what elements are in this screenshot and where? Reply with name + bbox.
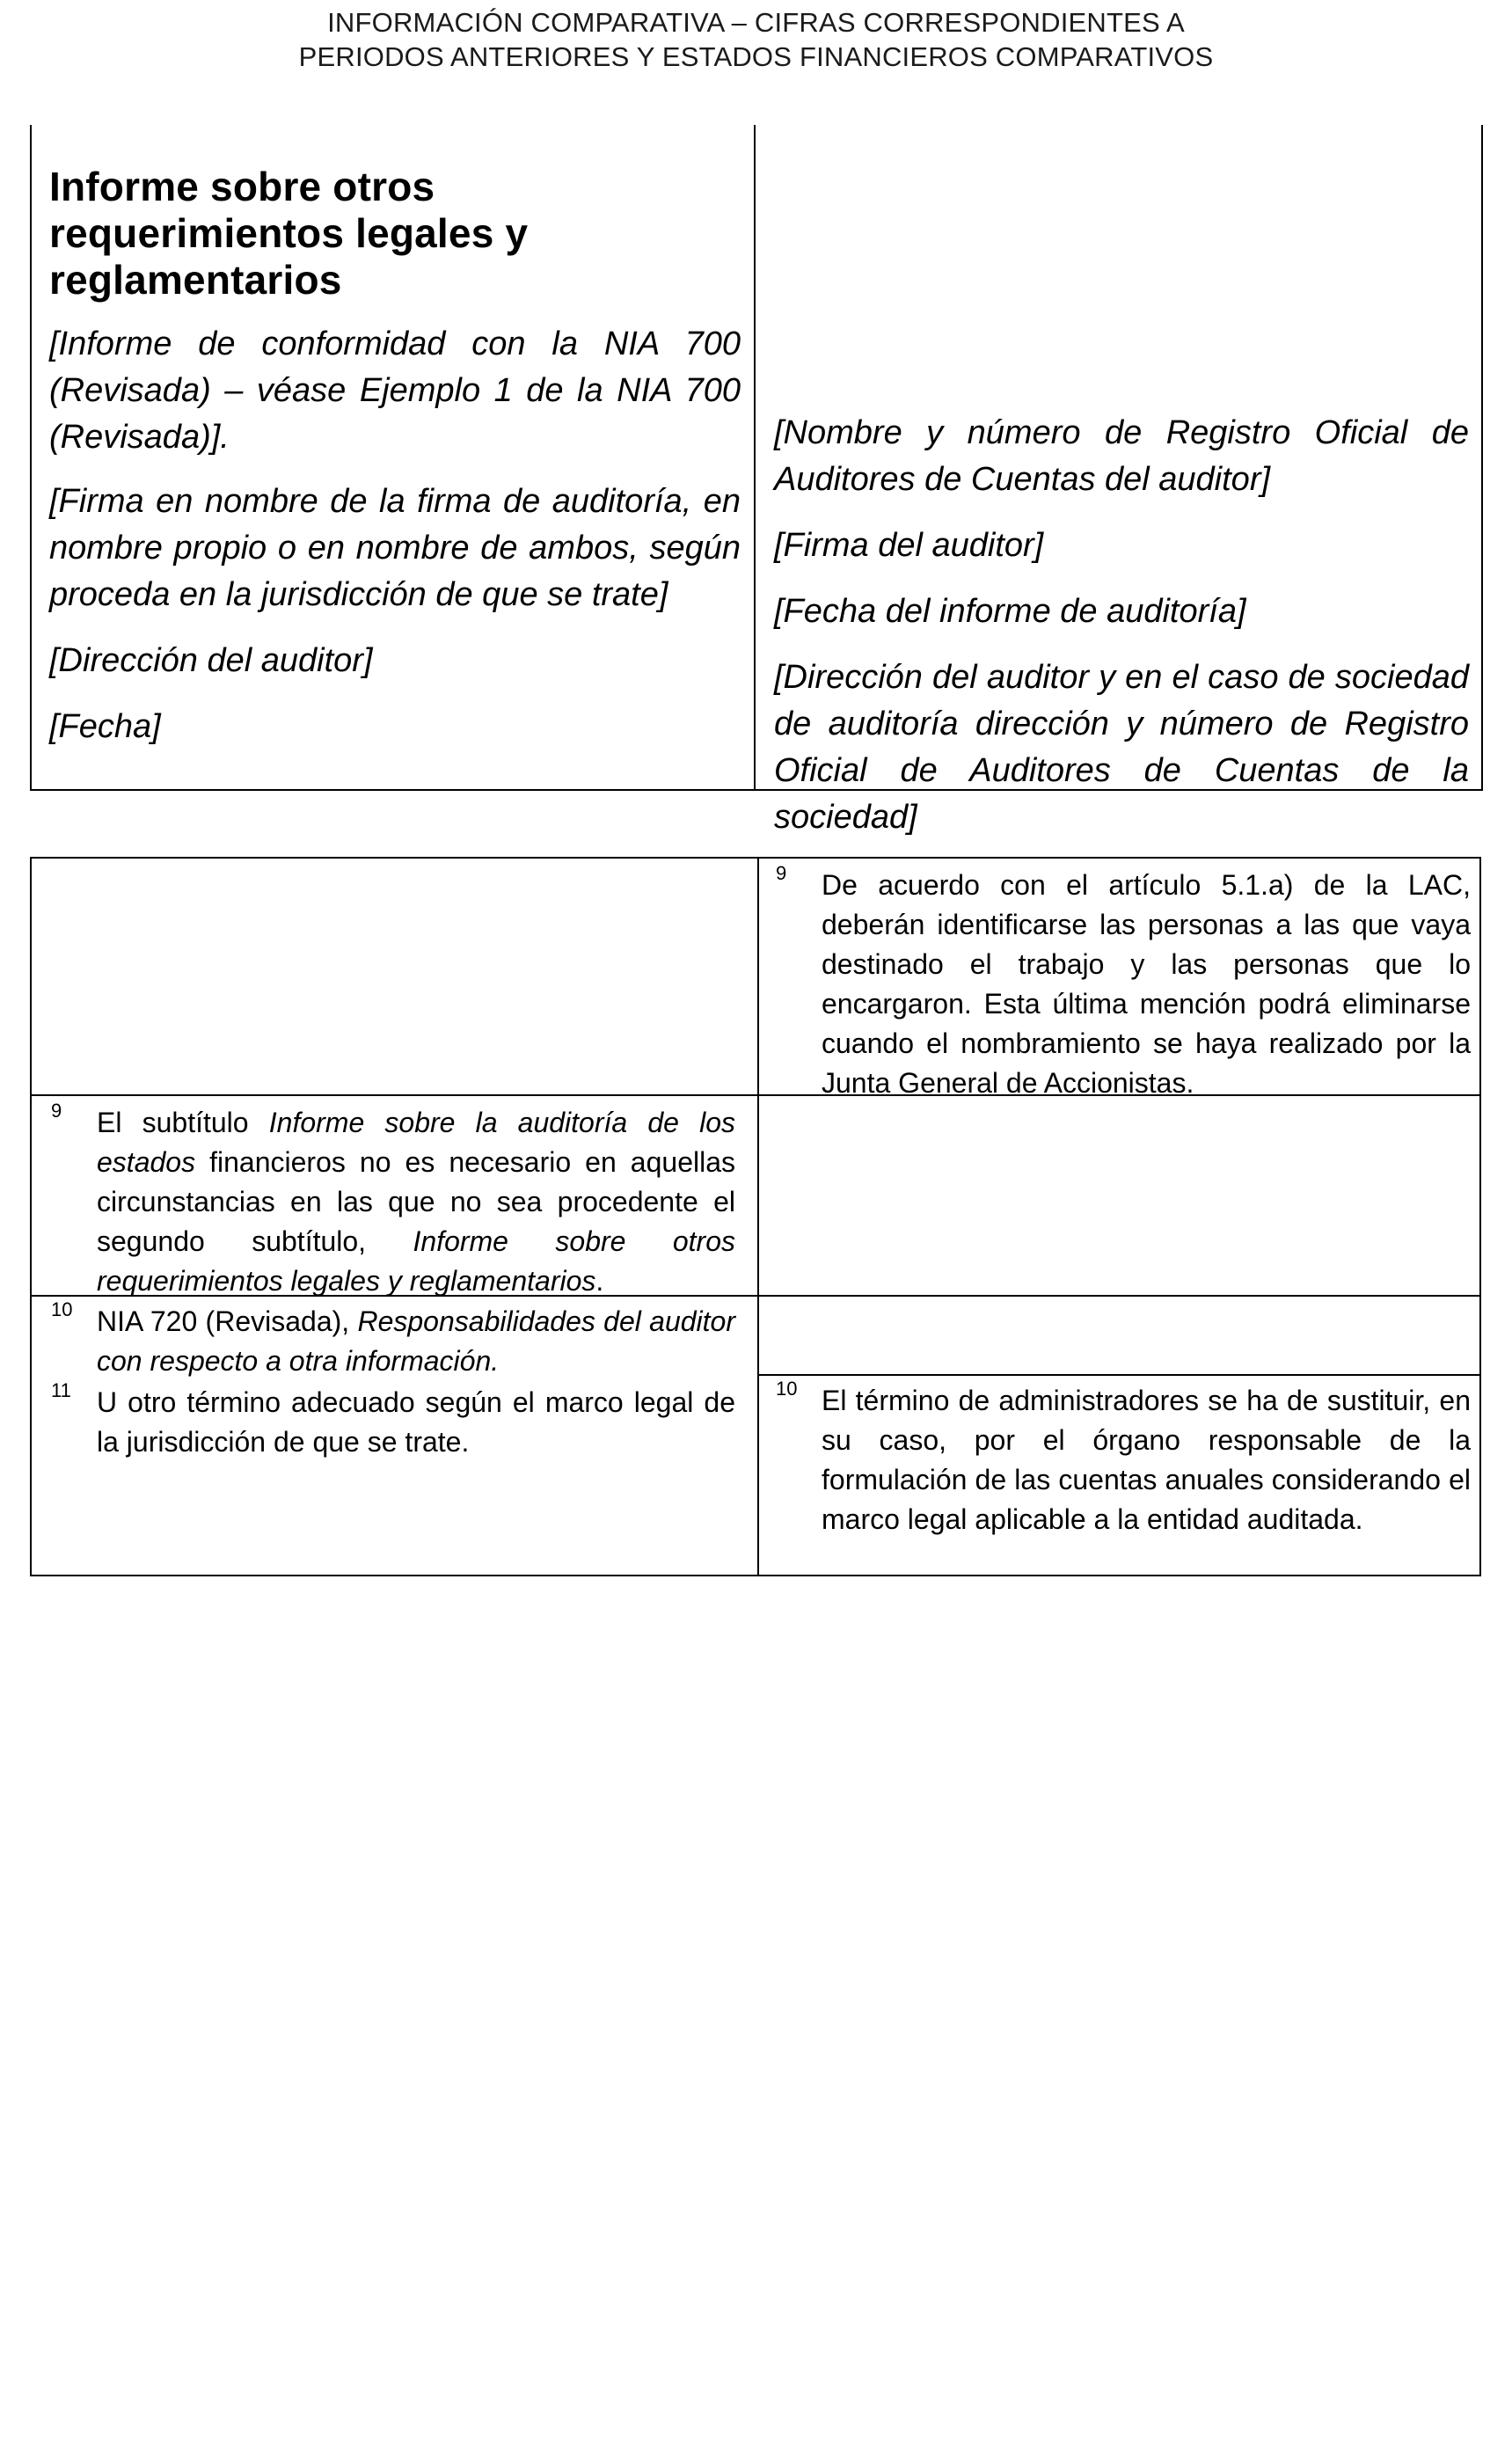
left-paragraph-firma: [Firma en nombre de la firma de auditoría, en nombre propio o en nombre de ambos, según proceda en la jurisdicción de que se trate]	[49, 483, 741, 613]
right-paragraph-fecha: [Fecha del informe de auditoría]	[774, 593, 1246, 630]
footnote-number: 9	[51, 1100, 62, 1122]
footnote-text-italic: Informe sobre la auditoría de los estados	[97, 1107, 736, 1178]
footnote-number: 10	[51, 1298, 73, 1320]
footnote-text-part: .	[595, 1265, 604, 1297]
footnote-text-italic: Informe sobre otros requerimientos legales y reglamentarios	[97, 1225, 735, 1297]
right-paragraph-nombre: [Nombre y número de Registro Oficial de Auditores de Cuentas del auditor]	[774, 414, 1469, 498]
footnote-right-10	[776, 1378, 1471, 1539]
footnote-right-9	[776, 862, 1471, 1103]
footnote-text	[97, 1103, 735, 1301]
footnote-text	[97, 1302, 735, 1381]
footnote-left-11	[51, 1379, 735, 1462]
footnotes-row-divider-3	[757, 1374, 1481, 1376]
footnote-text-italic: Responsabilidades del auditor con respecto a otra información.	[97, 1305, 736, 1377]
header-line-2: PERIODOS ANTERIORES Y ESTADOS FINANCIEROS COMPARATIVOS	[298, 41, 1214, 72]
footnote-left-10	[51, 1298, 736, 1381]
footnote-left-9	[51, 1100, 736, 1301]
footnote-text: El término de administradores se ha de sustituir, en su caso, por el órgano responsable de la formulación de las cuentas anuales considerando el marco legal aplicable a la entidad auditada.	[822, 1385, 1471, 1535]
left-column	[49, 164, 741, 750]
footnote-text: De acuerdo con el artículo 5.1.a) de la LAC, deberán identificarse las personas a las que vaya destinado el trabajo y las personas que lo encargaron. Esta última mención podrá eliminarse cuando el nombramiento se haya realizado por la Junta General de Accionistas.	[822, 869, 1471, 1099]
left-paragraph-nia700: [Informe de conformidad con la NIA 700 (Revisada) – véase Ejemplo 1 de la NIA 700 (Revisada)].	[49, 325, 741, 456]
footnotes-table	[30, 857, 1481, 1576]
footnotes-center-divider	[757, 859, 759, 1575]
table-left-border	[30, 125, 32, 789]
footnote-text-part: NIA 720 (Revisada),	[97, 1305, 358, 1337]
footnote-number: 10	[776, 1378, 798, 1400]
header-line-1: INFORMACIÓN COMPARATIVA – CIFRAS CORRESPONDIENTES A	[327, 7, 1185, 38]
right-paragraph-direccion: [Dirección del auditor y en el caso de sociedad de auditoría dirección y número de Registro Oficial de Auditores de Cuentas de la sociedad]	[774, 659, 1469, 836]
comparison-table	[30, 125, 1483, 836]
right-paragraph-firma: [Firma del auditor]	[774, 527, 1044, 564]
left-paragraph-fecha: [Fecha]	[49, 708, 161, 745]
right-column	[774, 410, 1469, 841]
footnote-text-part: El subtítulo	[97, 1107, 269, 1138]
table-center-divider	[754, 125, 756, 789]
left-paragraph-direccion: [Dirección del auditor]	[49, 642, 373, 679]
footnote-number: 9	[776, 862, 787, 884]
section-heading: Informe sobre otros requerimientos legales y reglamentarios	[49, 164, 529, 303]
page-header	[0, 5, 1512, 74]
footnote-text: U otro término adecuado según el marco legal de la jurisdicción de que se trate.	[97, 1386, 735, 1458]
footnote-number: 11	[51, 1379, 71, 1401]
footnote-text-part: financieros no es necesario en aquellas circunstancias en las que no sea procedente el segundo subtítulo,	[97, 1146, 735, 1257]
table-right-border	[1481, 125, 1483, 789]
